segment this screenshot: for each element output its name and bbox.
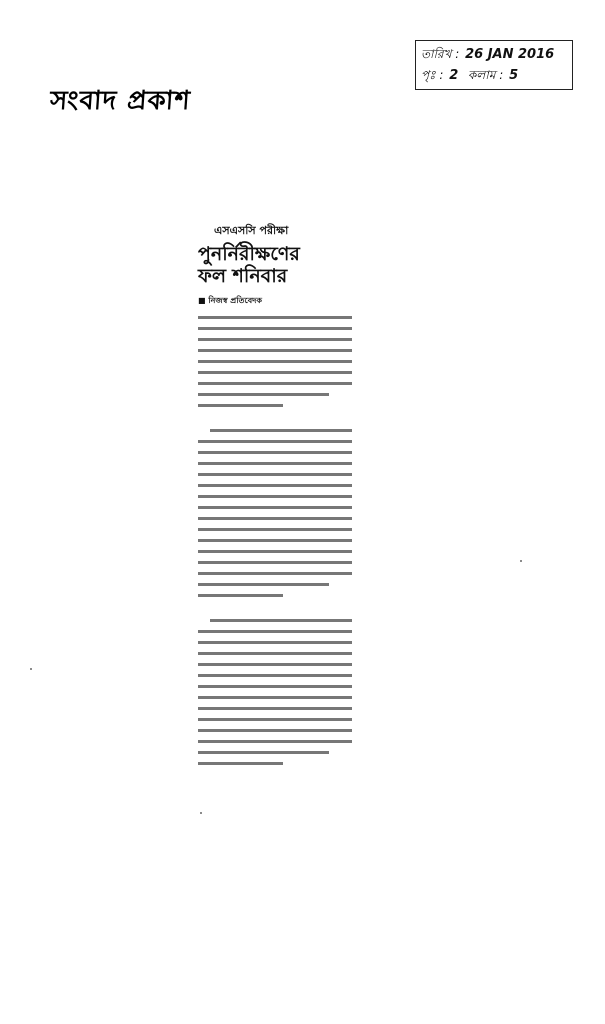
stamp-column-value: 5 — [509, 68, 519, 83]
news-clipping — [198, 222, 352, 773]
body-text-line — [198, 674, 352, 677]
body-text-line — [198, 338, 352, 341]
body-text-line — [198, 630, 352, 633]
article-kicker: এসএসসি পরীক্ষা — [214, 224, 289, 237]
body-text-line — [198, 349, 352, 352]
body-text-line — [198, 539, 352, 542]
stamp-page-label: পৃঃ — [421, 68, 436, 82]
body-text-line — [210, 429, 352, 432]
body-text-line — [198, 371, 352, 374]
scan-speck — [30, 668, 32, 670]
stamp-date-label: তারিখ — [421, 47, 452, 61]
body-text-line — [198, 740, 352, 743]
body-text-line — [198, 506, 352, 509]
headline-line-1: পুনর্নিরীক্ষণের — [198, 243, 300, 265]
body-text-line — [198, 360, 352, 363]
body-text-line — [198, 528, 352, 531]
body-text-line — [198, 707, 352, 710]
body-text-line — [198, 517, 352, 520]
body-text-line — [198, 484, 352, 487]
body-text-line — [198, 762, 283, 765]
newspaper-masthead: সংবাদ প্রকাশ — [49, 86, 192, 116]
body-text-line — [198, 404, 283, 407]
article-headline — [198, 243, 352, 287]
stamp-page-row: পৃঃ : 2 কলাম : 5 — [421, 68, 519, 83]
stamp-date-value: 26 JAN 2016 — [465, 47, 555, 62]
stamp-page-value: 2 — [449, 68, 459, 83]
headline-line-2: ফল শনিবার — [198, 265, 288, 287]
body-text-line — [198, 696, 352, 699]
body-text-line — [198, 729, 352, 732]
body-text-line — [198, 685, 352, 688]
body-text-line — [198, 451, 352, 454]
body-text-line — [198, 718, 352, 721]
body-text-line — [198, 382, 352, 385]
body-text-line — [198, 495, 352, 498]
body-text-line — [198, 652, 352, 655]
archive-stamp — [415, 40, 573, 90]
scan-speck — [520, 560, 522, 562]
stamp-column-label: কলাম — [467, 68, 496, 82]
stamp-date-row: তারিখ : 26 JAN 2016 — [421, 47, 555, 62]
body-text-line — [198, 663, 352, 666]
body-text-line — [198, 561, 352, 564]
body-text-line — [198, 641, 352, 644]
body-text-line — [210, 619, 352, 622]
body-text-line — [198, 473, 352, 476]
scan-speck — [200, 812, 202, 814]
body-text-line — [198, 393, 329, 396]
body-text-line — [198, 594, 283, 597]
body-text-line — [198, 550, 352, 553]
body-text-line — [198, 572, 352, 575]
body-text-line — [198, 327, 352, 330]
article-body — [198, 316, 352, 765]
article-byline: ■ নিজস্ব প্রতিবেদক — [198, 296, 262, 305]
body-text-line — [198, 440, 352, 443]
body-text-line — [198, 583, 329, 586]
body-text-line — [198, 316, 352, 319]
body-text-line — [198, 462, 352, 465]
body-text-line — [198, 751, 329, 754]
